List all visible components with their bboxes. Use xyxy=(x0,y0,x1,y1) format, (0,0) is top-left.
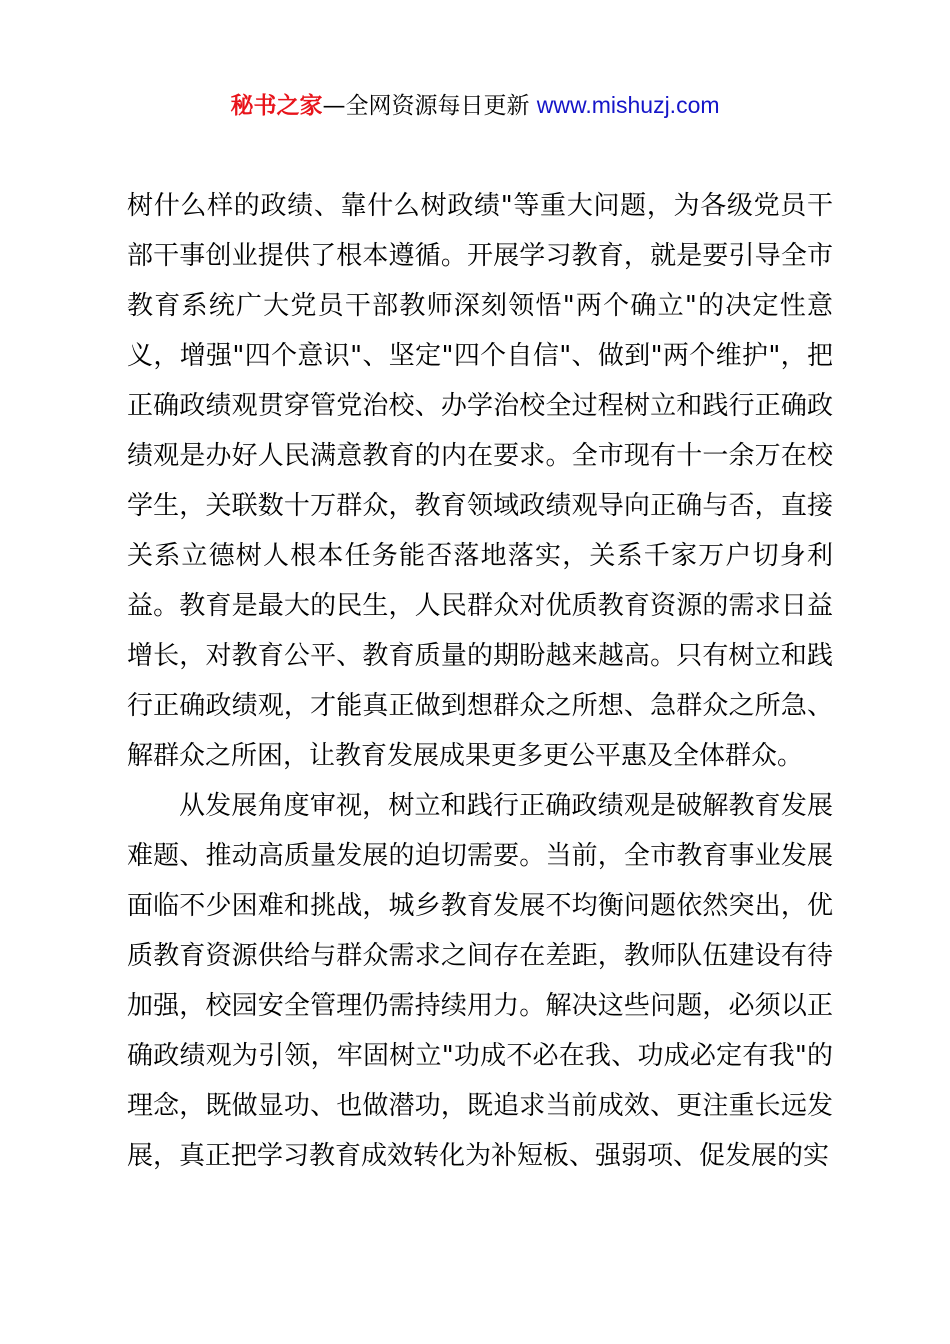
document-body xyxy=(127,181,833,1181)
website-url[interactable]: www.mishuzj.com xyxy=(536,92,720,118)
page-header xyxy=(0,88,950,123)
brand-name: 秘书之家 xyxy=(230,93,323,119)
paragraph-2: 从发展角度审视，树立和践行正确政绩观是破解教育发展难题、推动高质量发展的迫切需要。当前，全市教育事业发展面临不少困难和挑战，城乡教育发展不均衡问题依然突出，优质教育资源供给与群众需求之间存在差距，教师队伍建设有待加强，校园安全管理仍需持续用力。解决这些问题，必须以正确政绩观为引领，牢固树立"功成不必在我、功成必定有我"的理念，既做显功、也做潜功，既追求当前成效、更注重长远发展，真正把学习教育成效转化为补短板、强弱项、促发展的实 xyxy=(127,791,833,1171)
paragraph-1: 树什么样的政绩、靠什么树政绩"等重大问题，为各级党员干部干事创业提供了根本遵循。开展学习教育，就是要引导全市教育系统广大党员干部教师深刻领悟"两个确立"的决定性意义，增强"四个意识"、坚定"四个自信"、做到"两个维护"，把正确政绩观贯穿管党治校、办学治校全过程树立和践行正确政绩观是办好人民满意教育的内在要求。全市现有十一余万在校学生，关联数十万群众，教育领域政绩观导向正确与否，直接关系立德树人根本任务能否落地落实，关系千家万户切身利益。教育是最大的民生，人民群众对优质教育资源的需求日益增长，对教育公平、教育质量的期盼越来越高。只有树立和践行正确政绩观，才能真正做到想群众之所想、急群众之所急、解群众之所困，让教育发展成果更多更公平惠及全体群众。 xyxy=(127,191,833,771)
header-tagline: —全网资源每日更新 xyxy=(322,93,537,119)
